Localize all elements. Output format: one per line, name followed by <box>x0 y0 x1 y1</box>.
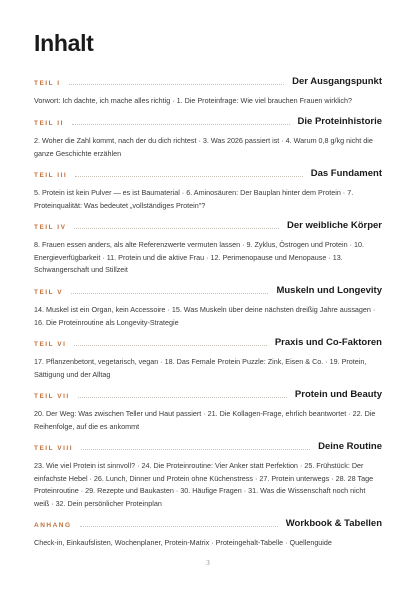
part-chapters: 17. Pflanzenbetont, vegetarisch, vegan · 18. Das Female Protein Puzzle: Zink, Eisen & Co. · 19. Protein, Sättigung und der Alltag <box>34 357 367 379</box>
part-label: ANHANG <box>34 522 72 529</box>
part-label: TEIL II <box>34 120 64 127</box>
part-title: Praxis und Co-Faktoren <box>274 337 382 348</box>
part-title: Der Ausgangspunkt <box>292 76 382 87</box>
part-label: TEIL VIII <box>34 445 74 452</box>
toc-appendix <box>34 516 382 550</box>
dotted-leader <box>80 526 278 527</box>
part-heading <box>34 283 382 297</box>
part-title: Protein und Beauty <box>294 389 382 400</box>
part-heading <box>34 439 382 453</box>
dotted-leader <box>75 176 303 177</box>
part-label: TEIL V <box>34 289 64 296</box>
toc-part-3 <box>34 166 382 212</box>
part-heading <box>34 516 382 530</box>
part-heading <box>34 335 382 349</box>
part-title: Deine Routine <box>318 441 382 452</box>
toc-part-7 <box>34 387 382 433</box>
part-heading <box>34 74 382 88</box>
part-label: TEIL I <box>34 80 61 87</box>
dotted-leader <box>78 397 287 398</box>
toc-part-2 <box>34 114 382 160</box>
part-title: Das Fundament <box>310 168 382 179</box>
part-title: Workbook & Tabellen <box>285 518 382 529</box>
part-heading <box>34 166 382 180</box>
part-chapters: 14. Muskel ist ein Organ, kein Accessoire · 15. Was Muskeln über deine nächsten dreißig Jahre aussagen · 16. Die Proteinroutine als Longevity-Strategie <box>34 305 376 327</box>
part-label: TEIL VII <box>34 393 70 400</box>
part-chapters: 8. Frauen essen anders, als alte Referenzwerte vermuten lassen · 9. Zyklus, Östrogen und Protein · 10. Energieverfügbarkeit · 11. Protein und die aktive Frau · 12. Perimenopause und Menopause · 13. Schwangerschaft und Stillzeit <box>34 240 364 274</box>
part-chapters: Vorwort: Ich dachte, ich mache alles richtig · 1. Die Proteinfrage: Wie viel brauchen Frauen wirklich? <box>34 96 352 105</box>
part-title: Der weibliche Körper <box>286 220 382 231</box>
toc-part-1 <box>34 74 382 108</box>
part-heading <box>34 387 382 401</box>
dotted-leader <box>72 124 290 125</box>
toc-part-4 <box>34 218 382 277</box>
dotted-leader <box>71 293 268 294</box>
page-number: 3 <box>206 559 210 567</box>
dotted-leader <box>74 345 266 346</box>
part-label: TEIL VI <box>34 341 67 348</box>
part-title: Muskeln und Longevity <box>276 285 382 296</box>
dotted-leader <box>69 84 285 85</box>
part-label: TEIL III <box>34 172 68 179</box>
part-heading <box>34 218 382 232</box>
part-chapters: 23. Wie viel Protein ist sinnvoll? · 24. Die Proteinroutine: Vier Anker statt Perfektion · 25. Frühstück: Der einfachste Hebel · 26. Lunch, Dinner und Protein ohne Küchenstress · 27. Protein unterwegs · 28. 28 Tage Proteinroutine · 29. Rezepte und Baukasten · 30. Häufige Fragen · 31. Was die Wissenschaft noch nicht weiß · 32. Dein persönlicher Proteinplan <box>34 461 374 508</box>
toc-part-6 <box>34 335 382 381</box>
part-title: Die Proteinhistorie <box>297 116 382 127</box>
part-chapters: 20. Der Weg: Was zwischen Teller und Haut passiert · 21. Die Kollagen-Frage, ehrlich beantwortet · 22. Die Reihenfolge, auf die es ankommt <box>34 409 376 431</box>
part-chapters: 5. Protein ist kein Pulver — es ist Baumaterial · 6. Aminosäuren: Der Bauplan hinter dem Protein · 7. Proteinqualität: Was bedeutet „vollständiges Protein"? <box>34 188 354 210</box>
part-heading <box>34 114 382 128</box>
part-chapters: Check-in, Einkaufslisten, Wochenplaner, Protein-Matrix · Proteingehalt-Tabelle · Quellenguide <box>34 538 332 547</box>
dotted-leader <box>74 228 279 229</box>
toc-part-5 <box>34 283 382 329</box>
dotted-leader <box>81 449 310 450</box>
page-title: Inhalt <box>34 30 94 56</box>
toc-part-8 <box>34 439 382 510</box>
part-label: TEIL IV <box>34 224 67 231</box>
part-chapters: 2. Woher die Zahl kommt, nach der du dich richtest · 3. Was 2026 passiert ist · 4. Warum 0,8 g/kg nicht die ganze Geschichte erzählen <box>34 136 373 158</box>
